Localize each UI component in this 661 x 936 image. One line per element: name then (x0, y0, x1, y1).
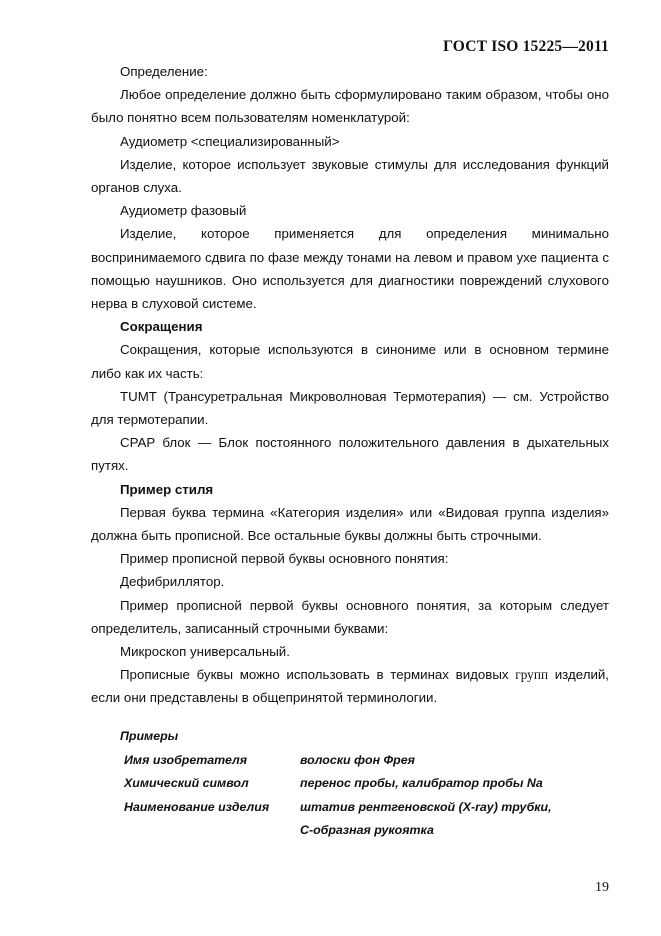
examples-block (120, 725, 552, 843)
section-heading-style-example: Пример стиля (120, 481, 214, 497)
paragraph: Определение: (120, 64, 208, 79)
example-row (120, 749, 552, 773)
example-label: Химический символ (124, 776, 249, 790)
paragraph: Любое определение должно быть сформулировано таким образом, чтобы оно было понятно всем пользователям номенклатурой: (91, 87, 609, 126)
examples-title: Примеры (120, 729, 179, 743)
example-label: Наименование изделия (124, 799, 270, 814)
paragraph: Пример прописной первой буквы основного понятия: (120, 551, 449, 567)
paragraph: Пример прописной первой буквы основного понятия, за которым следует определитель, записанный строчными буквами: (91, 597, 609, 636)
page-number: 19 (595, 880, 609, 895)
example-label: Имя изобретателя (124, 752, 248, 767)
paragraph: Дефибриллятор. (120, 574, 225, 590)
text-run-serif: групп (515, 667, 549, 683)
paragraph: Аудиометр фазовый (120, 203, 247, 219)
standard-header: ГОСТ ISO 15225—2011 (443, 38, 609, 55)
example-value: волоски фон Фрея (300, 752, 415, 767)
paragraph: CPAP блок — Блок постоянного положительного давления в дыхательных путях. (91, 435, 609, 474)
paragraph: Изделие, которое использует звуковые стимулы для исследования функций органов слуха. (91, 156, 609, 196)
paragraph: Сокращения, которые используются в синониме или в основном термине либо как их часть: (91, 342, 609, 381)
paragraph: Аудиометр <специализированный> (120, 133, 340, 149)
paragraph: Первая буква термина «Категория изделия» или «Видовая группа изделия» должна быть прописной. Все остальные буквы должны быть строчными. (91, 504, 609, 544)
example-row (120, 796, 552, 820)
example-row (120, 772, 552, 796)
paragraph: Микроскоп универсальный. (120, 644, 290, 660)
example-value: штатив рентгеновской (X-ray) трубки, (300, 799, 552, 814)
body-text (91, 60, 609, 710)
text-run: Прописные буквы можно использовать в терминах видовых (120, 667, 516, 683)
section-heading-abbreviations: Сокращения (120, 319, 203, 335)
text-run: изделий, если они представлены в общепринятой терминологии. (91, 667, 609, 706)
paragraph: TUMT (Трансуретральная Микроволновая Термотерапия) — см. Устройство для термотерапии. (91, 388, 609, 428)
paragraph: Изделие, которое применяется для определения минимально воспринимаемого сдвига по фазе между тонами на левом и правом ухе пациента с помощью наушников. Оно используется для диагностики повреждений слухового нерва в слуховой системе. (91, 226, 609, 312)
example-continuation: С-образная рукоятка (300, 823, 434, 837)
example-value: перенос пробы, калибратор пробы Na (300, 776, 543, 790)
paragraph-last (91, 663, 609, 709)
